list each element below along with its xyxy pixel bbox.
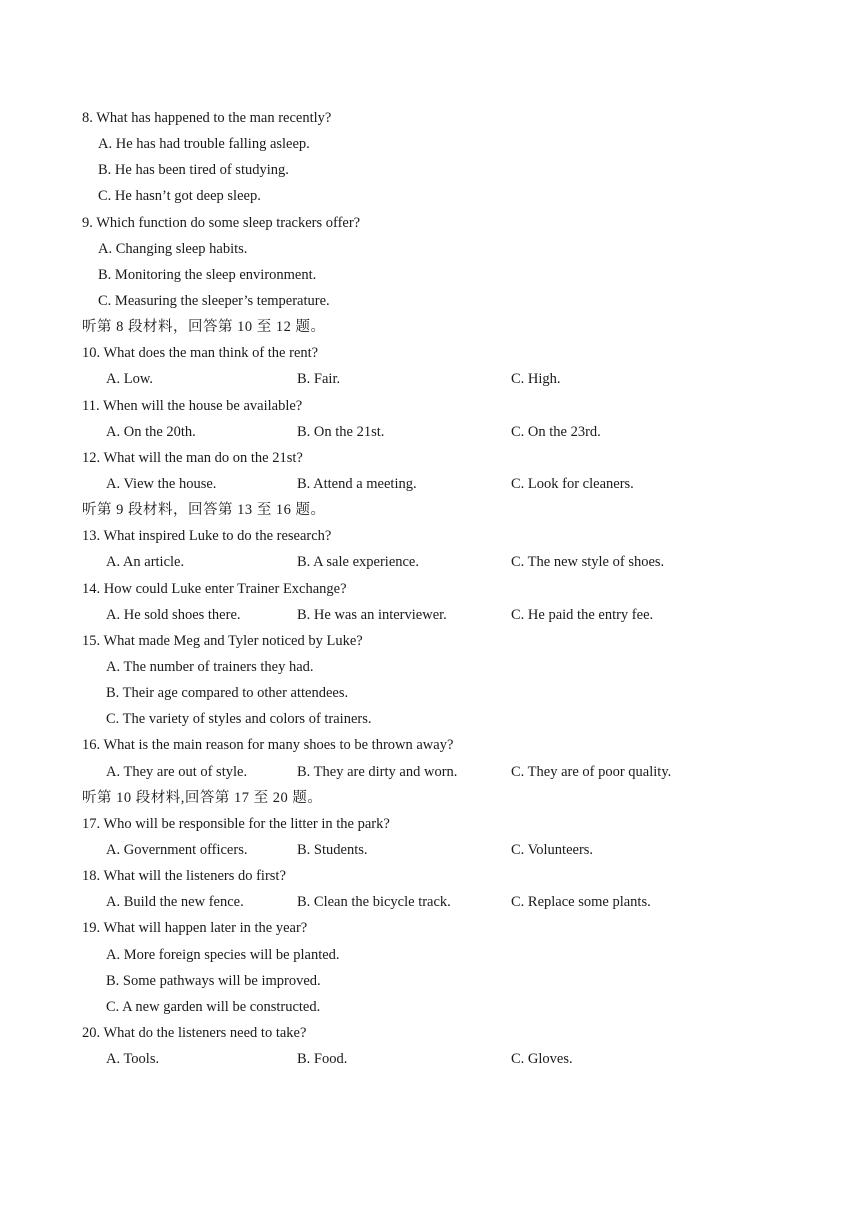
q9-option-a: A. Changing sleep habits. [98, 240, 248, 257]
q14-option-c: C. He paid the entry fee. [511, 606, 654, 623]
q12-option-c: C. Look for cleaners. [511, 475, 634, 492]
q15-option-c: C. The variety of styles and colors of trainers. [106, 711, 372, 728]
q9-option-b: B. Monitoring the sleep environment. [98, 266, 317, 283]
q19-option-c-row [0, 994, 868, 1020]
question-14: 14. How could Luke enter Trainer Exchange? [82, 580, 347, 597]
q17-options [0, 837, 868, 863]
q15-option-a-row [0, 654, 868, 680]
q10-options [0, 366, 868, 392]
question-18: 18. What will the listeners do first? [82, 868, 286, 885]
section-heading-10: 听第 10 段材料,回答第 17 至 20 题。 [82, 789, 323, 806]
section-heading-8: 听第 8 段材料，回答第 10 至 12 题。 [82, 319, 326, 336]
q17-option-c: C. Volunteers. [511, 841, 594, 858]
q8-option-a: A. He has had trouble falling asleep. [98, 136, 310, 153]
exam-page [0, 105, 868, 1072]
q13-option-b: B. A sale experience. [297, 554, 419, 571]
question-9: 9. Which function do some sleep trackers offer? [82, 214, 361, 231]
q14-option-b: B. He was an interviewer. [297, 606, 447, 623]
q18-options [0, 889, 868, 915]
q12-option-b: B. Attend a meeting. [297, 475, 417, 492]
question-8: 8. What has happened to the man recently? [82, 110, 332, 126]
question-20: 20. What do the listeners need to take? [82, 1024, 307, 1041]
question-17: 17. Who will be responsible for the litter in the park? [82, 815, 390, 832]
q15-option-c-row [0, 706, 868, 732]
q17-option-a: A. Government officers. [106, 841, 248, 858]
q14-options [0, 602, 868, 628]
question-16: 16. What is the main reason for many shoes to be thrown away? [82, 737, 454, 754]
q8-option-c: C. He hasn’t got deep sleep. [98, 188, 261, 205]
q12-options [0, 471, 868, 497]
q15-option-a: A. The number of trainers they had. [106, 658, 314, 675]
q11-option-a: A. On the 20th. [106, 423, 196, 440]
q20-option-a: A. Tools. [106, 1051, 160, 1068]
question-10: 10. What does the man think of the rent? [82, 345, 319, 362]
q10-option-b: B. Fair. [297, 371, 341, 388]
q8-option-b: B. He has been tired of studying. [98, 162, 289, 179]
q17-option-b: B. Students. [297, 841, 368, 858]
q19-option-a-row [0, 942, 868, 968]
question-19: 19. What will happen later in the year? [82, 920, 308, 937]
q18-option-a: A. Build the new fence. [106, 894, 244, 911]
q13-option-a: A. An article. [106, 554, 185, 571]
q16-options [0, 759, 868, 785]
q18-option-b: B. Clean the bicycle track. [297, 894, 451, 911]
q14-option-a: A. He sold shoes there. [106, 606, 241, 623]
q19-option-c: C. A new garden will be constructed. [106, 998, 321, 1015]
q15-option-b-row [0, 680, 868, 706]
question-15: 15. What made Meg and Tyler noticed by Luke? [82, 632, 363, 649]
q19-option-b: B. Some pathways will be improved. [106, 972, 321, 989]
q13-option-c: C. The new style of shoes. [511, 554, 665, 571]
q9-option-c: C. Measuring the sleeper’s temperature. [98, 292, 330, 309]
question-13: 13. What inspired Luke to do the research? [82, 528, 332, 545]
q10-option-c: C. High. [511, 371, 561, 388]
section-heading-9: 听第 9 段材料，回答第 13 至 16 题。 [82, 502, 326, 519]
q16-option-a: A. They are out of style. [106, 763, 248, 780]
q19-option-a: A. More foreign species will be planted. [106, 946, 340, 963]
q13-options [0, 549, 868, 575]
q19-option-b-row [0, 968, 868, 994]
q16-option-b: B. They are dirty and worn. [297, 763, 458, 780]
q11-option-b: B. On the 21st. [297, 423, 385, 440]
q18-option-c: C. Replace some plants. [511, 894, 651, 911]
q20-option-c: C. Gloves. [511, 1051, 573, 1068]
q10-option-a: A. Low. [106, 371, 153, 388]
q15-option-b: B. Their age compared to other attendees. [106, 685, 349, 702]
question-12: 12. What will the man do on the 21st? [82, 449, 303, 466]
q11-options [0, 419, 868, 445]
q12-option-a: A. View the house. [106, 475, 217, 492]
q20-options [0, 1046, 868, 1072]
q16-option-c: C. They are of poor quality. [511, 763, 672, 780]
q20-option-b: B. Food. [297, 1051, 348, 1068]
question-11: 11. When will the house be available? [82, 397, 303, 414]
q11-option-c: C. On the 23rd. [511, 423, 601, 440]
